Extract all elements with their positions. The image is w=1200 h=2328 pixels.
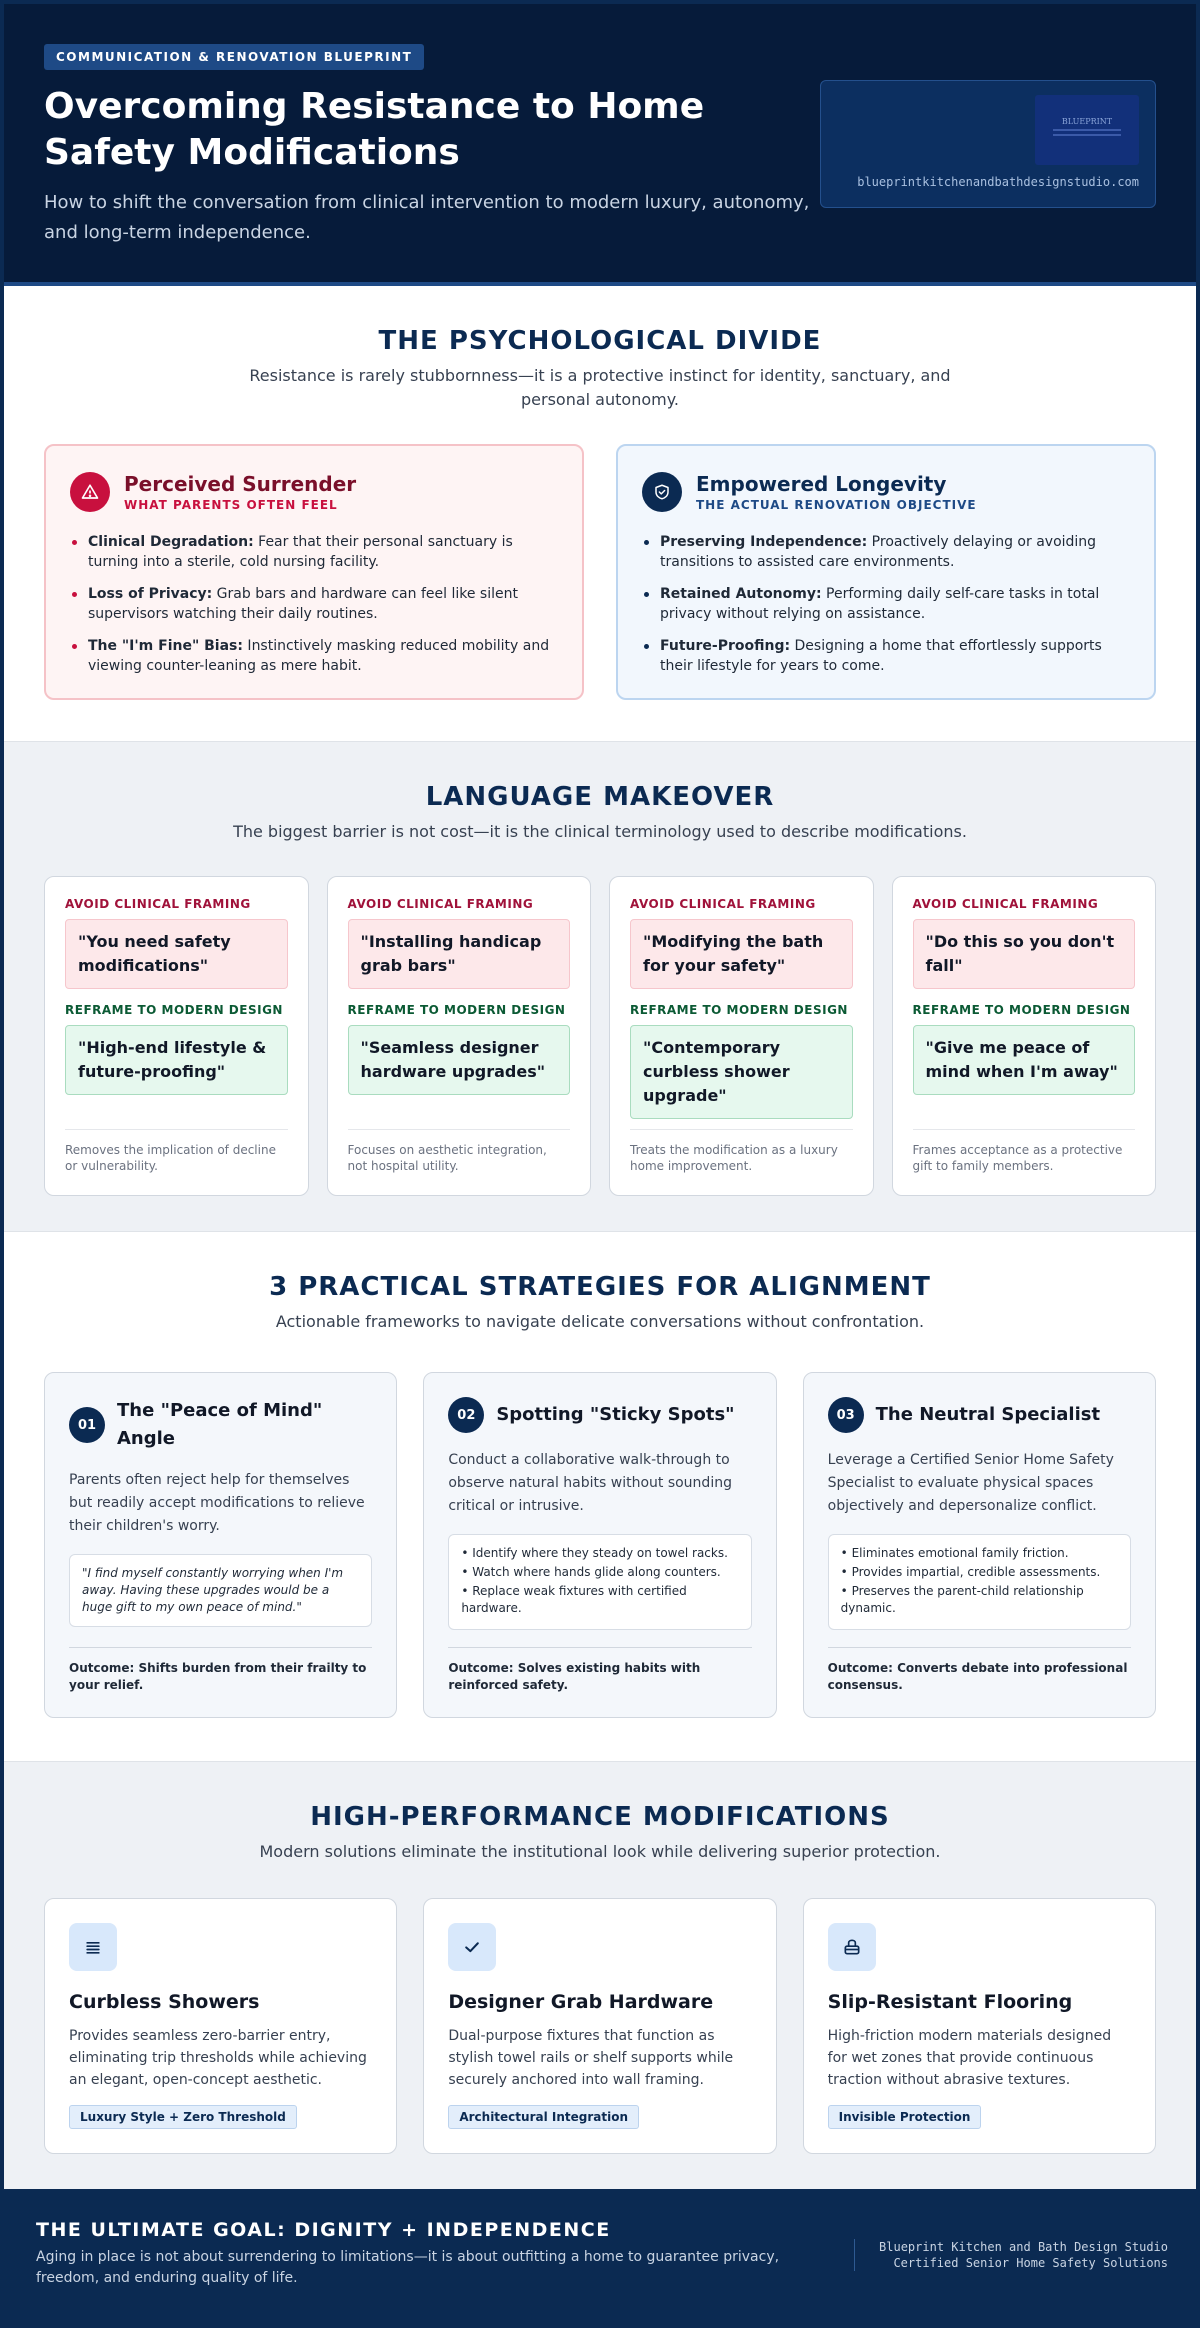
- modification-title: Designer Grab Hardware: [448, 1991, 714, 2013]
- warning-icon: [70, 472, 110, 512]
- strategies-section: [4, 1232, 1196, 1762]
- strategy-description: Parents often reject help for themselves but readily accept modifications to relieve their children's worry.: [69, 1472, 365, 1534]
- strategy-outcome: Outcome: Shifts burden from their frailty to your relief.: [69, 1647, 372, 1694]
- avoid-phrase: "You need safety modifications": [65, 919, 288, 989]
- avoid-phrase: "Modifying the bath for your safety": [630, 919, 853, 989]
- list-item: • Watch where hands glide along counters.: [461, 1564, 738, 1581]
- logo-card: [820, 80, 1156, 208]
- perceived-surrender-card: [44, 444, 584, 700]
- section-title: 3 PRACTICAL STRATEGIES FOR ALIGNMENT: [269, 1272, 931, 1302]
- strategy-description: Leverage a Certified Senior Home Safety Specialist to evaluate physical spaces objectively and depersonalize conflict.: [827, 1452, 1114, 1514]
- strategy-number: 01: [69, 1407, 105, 1443]
- strategy-card: [423, 1372, 776, 1718]
- list-item: • Replace weak fixtures with certified hardware.: [461, 1583, 738, 1617]
- language-card: [327, 876, 592, 1196]
- psychological-divide-section: [4, 286, 1196, 742]
- card-note: Focuses on aesthetic integration, not hospital utility.: [348, 1129, 571, 1174]
- avoid-label: AVOID CLINICAL FRAMING: [65, 897, 251, 911]
- website-link[interactable]: blueprintkitchenandbathdesignstudio.com: [857, 175, 1139, 189]
- category-badge: COMMUNICATION & RENOVATION BLUEPRINT: [44, 44, 424, 70]
- modification-description: Provides seamless zero-barrier entry, eliminating trip thresholds while achieving an elegant, open-concept aesthetic.: [69, 2028, 367, 2088]
- list-item: The "I'm Fine" Bias: Instinctively masking reduced mobility and viewing counter-leaning as mere habit.: [70, 636, 558, 676]
- reframe-label: REFRAME TO MODERN DESIGN: [912, 1003, 1131, 1017]
- card-subtitle: THE ACTUAL RENOVATION OBJECTIVE: [696, 498, 977, 512]
- list-item: • Provides impartial, credible assessments.: [841, 1564, 1118, 1581]
- section-subtitle: Modern solutions eliminate the institutional look while delivering superior protection.: [259, 1842, 941, 1861]
- section-subtitle: The biggest barrier is not cost—it is the clinical terminology used to describe modifications.: [233, 822, 967, 841]
- page-subtitle: How to shift the conversation from clinical intervention to modern luxury, autonomy, and long-term independence.: [44, 192, 810, 243]
- strategy-quote: "I find myself constantly worrying when I'm away. Having these upgrades would be a huge gift to my own peace of mind.": [69, 1554, 372, 1627]
- certification-label: Certified Senior Home Safety Solutions: [893, 2256, 1168, 2270]
- section-subtitle: Actionable frameworks to navigate delicate conversations without confrontation.: [275, 1312, 925, 1331]
- strategy-description: Conduct a collaborative walk-through to observe natural habits without sounding critical or intrusive.: [448, 1452, 732, 1514]
- strategy-checklist: [828, 1534, 1131, 1630]
- modification-tag: Architectural Integration: [448, 2105, 639, 2129]
- avoid-label: AVOID CLINICAL FRAMING: [912, 897, 1099, 911]
- strategy-number: 03: [828, 1397, 864, 1433]
- reframe-label: REFRAME TO MODERN DESIGN: [630, 1003, 848, 1017]
- studio-name: Blueprint Kitchen and Bath Design Studio: [879, 2240, 1168, 2254]
- card-note: Removes the implication of decline or vulnerability.: [65, 1129, 288, 1174]
- shield-check-icon: [642, 472, 682, 512]
- reframe-phrase: "Seamless designer hardware upgrades": [348, 1025, 571, 1095]
- reframe-label: REFRAME TO MODERN DESIGN: [347, 1003, 566, 1017]
- modification-card: [423, 1898, 776, 2154]
- list-item: • Identify where they steady on towel racks.: [461, 1545, 738, 1562]
- language-card: [609, 876, 874, 1196]
- section-title: HIGH-PERFORMANCE MODIFICATIONS: [310, 1802, 890, 1832]
- modification-card: [44, 1898, 397, 2154]
- strategy-number: 02: [448, 1397, 484, 1433]
- reframe-phrase: "High-end lifestyle & future-proofing": [65, 1025, 288, 1095]
- studio-logo: BLUEPRINT: [1035, 95, 1139, 165]
- flooring-icon: [828, 1923, 876, 1971]
- check-icon: [448, 1923, 496, 1971]
- shower-drain-icon: [69, 1923, 117, 1971]
- card-title: Perceived Surrender: [124, 472, 357, 496]
- reframe-label: REFRAME TO MODERN DESIGN: [65, 1003, 283, 1017]
- page-title: Overcoming Resistance to Home Safety Modifications: [44, 86, 705, 173]
- language-card: [892, 876, 1157, 1196]
- section-title: THE PSYCHOLOGICAL DIVIDE: [378, 326, 822, 356]
- list-item: • Preserves the parent-child relationship dynamic.: [841, 1583, 1118, 1617]
- strategy-card: [44, 1372, 397, 1718]
- avoid-phrase: "Do this so you don't fall": [913, 919, 1136, 989]
- avoid-phrase: "Installing handicap grab bars": [348, 919, 571, 989]
- footer-title: THE ULTIMATE GOAL: DIGNITY + INDEPENDENCE: [36, 2219, 611, 2241]
- section-title: LANGUAGE MAKEOVER: [425, 782, 775, 812]
- avoid-label: AVOID CLINICAL FRAMING: [630, 897, 816, 911]
- footer-credits: [854, 2239, 1168, 2271]
- footer-description: Aging in place is not about surrendering to limitations—it is about outfitting a home to guarantee privacy, freedom, and enduring quality of life.: [36, 2249, 780, 2286]
- list-item: Preserving Independence: Proactively delaying or avoiding transitions to assisted care environments.: [642, 532, 1130, 572]
- list-item: Retained Autonomy: Performing daily self-care tasks in total privacy without relying on assistance.: [642, 584, 1130, 624]
- strategy-card: [803, 1372, 1156, 1718]
- card-subtitle: WHAT PARENTS OFTEN FEEL: [124, 498, 338, 512]
- section-subtitle: Resistance is rarely stubbornness—it is a protective instinct for identity, sanctuary, and personal autonomy.: [249, 366, 951, 409]
- modification-title: Slip-Resistant Flooring: [827, 1991, 1073, 2013]
- modification-tag: Invisible Protection: [828, 2105, 982, 2129]
- reframe-phrase: "Give me peace of mind when I'm away": [913, 1025, 1136, 1095]
- header: [4, 4, 1196, 286]
- strategy-outcome: Outcome: Converts debate into professional consensus.: [828, 1647, 1131, 1694]
- modification-title: Curbless Showers: [69, 1991, 260, 2013]
- modification-description: High-friction modern materials designed for wet zones that provide continuous traction without abrasive textures.: [827, 2028, 1112, 2088]
- card-title: Empowered Longevity: [696, 472, 947, 496]
- modification-description: Dual-purpose fixtures that function as stylish towel rails or shelf supports while securely anchored into wall framing.: [448, 2028, 734, 2088]
- list-item: • Eliminates emotional family friction.: [841, 1545, 1118, 1562]
- list-item: Loss of Privacy: Grab bars and hardware can feel like silent supervisors watching their daily routines.: [70, 584, 558, 624]
- strategy-title: Spotting "Sticky Spots": [496, 1404, 735, 1425]
- language-makeover-section: [4, 742, 1196, 1232]
- strategy-title: The Neutral Specialist: [875, 1404, 1101, 1425]
- language-card: [44, 876, 309, 1196]
- list-item: Clinical Degradation: Fear that their personal sanctuary is turning into a sterile, cold nursing facility.: [70, 532, 558, 572]
- footer: [4, 2189, 1196, 2328]
- reframe-phrase: "Contemporary curbless shower upgrade": [630, 1025, 853, 1119]
- strategy-outcome: Outcome: Solves existing habits with reinforced safety.: [448, 1647, 751, 1694]
- avoid-label: AVOID CLINICAL FRAMING: [347, 897, 534, 911]
- strategy-checklist: [448, 1534, 751, 1630]
- empowered-longevity-card: [616, 444, 1156, 700]
- modification-tag: Luxury Style + Zero Threshold: [69, 2105, 297, 2129]
- card-note: Treats the modification as a luxury home improvement.: [630, 1129, 853, 1174]
- modifications-section: [4, 1762, 1196, 2189]
- list-item: Future-Proofing: Designing a home that effortlessly supports their lifestyle for years to come.: [642, 636, 1130, 676]
- card-note: Frames acceptance as a protective gift to family members.: [913, 1129, 1136, 1174]
- modification-card: [803, 1898, 1156, 2154]
- strategy-title: The "Peace of Mind" Angle: [117, 1400, 323, 1449]
